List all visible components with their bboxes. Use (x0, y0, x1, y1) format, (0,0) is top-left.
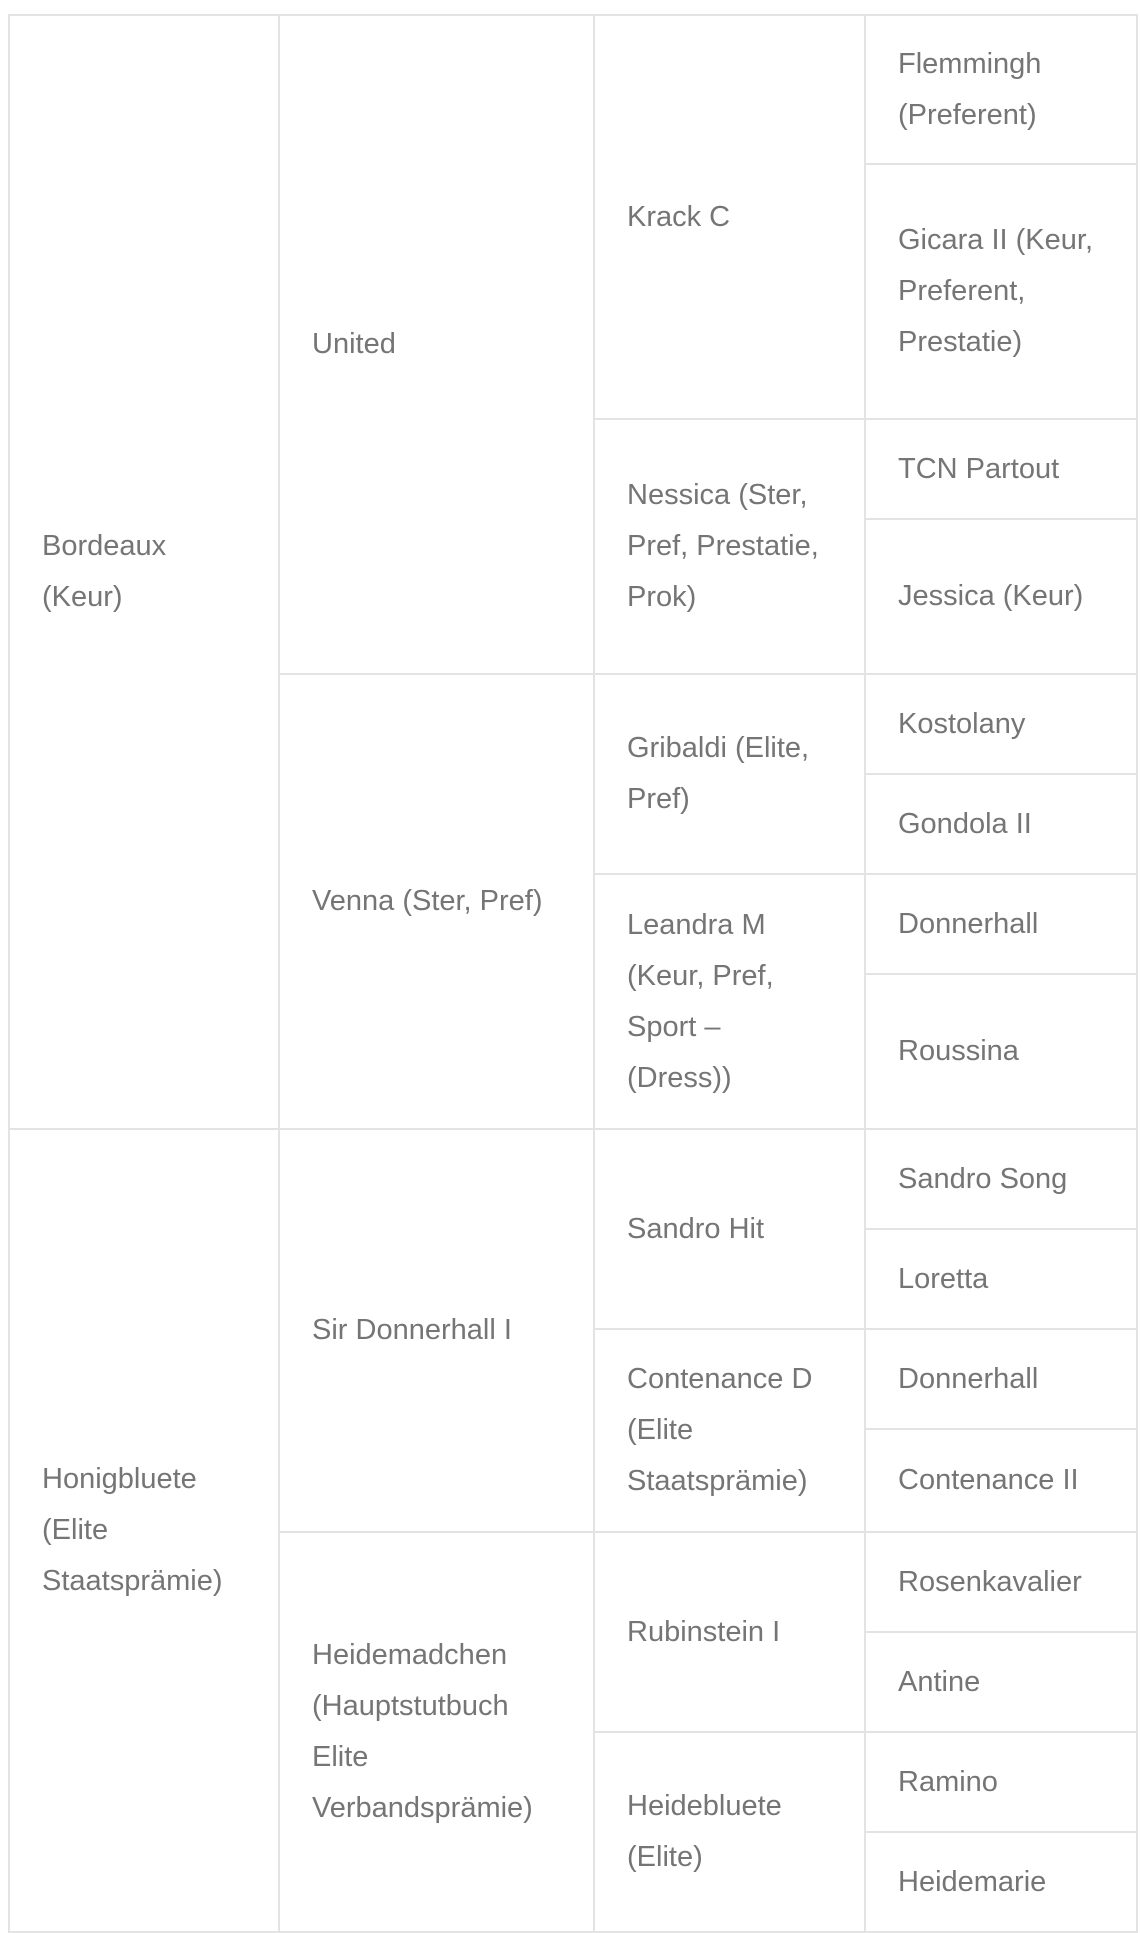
sire-sire-name: United (312, 328, 396, 360)
ancestor-name: Flemmingh (Preferent) (898, 47, 1042, 131)
sire-cell (9, 15, 279, 1129)
sire-dam-sire-cell (594, 674, 865, 874)
pedigree-table (8, 14, 1138, 1933)
sire-dam-dam-cell (594, 874, 865, 1129)
dam-dam-dam-cell (594, 1732, 865, 1932)
dam-name: Honigbluete (Elite Staatsprämie) (42, 1463, 223, 1597)
ancestor-name: Donnerhall (898, 1362, 1039, 1395)
ancestor-name: Kostolany (898, 707, 1026, 740)
ancestor-cell (865, 774, 1137, 874)
dam-sire-dam-name: Contenance D (Elite Staatsprämie) (627, 1363, 813, 1497)
ancestor-name: Antine (898, 1665, 981, 1698)
ancestor-cell (865, 1429, 1137, 1532)
ancestor-name: Loretta (898, 1262, 989, 1295)
ancestor-cell (865, 519, 1137, 674)
ancestor-cell (865, 15, 1137, 164)
ancestor-cell (865, 1832, 1137, 1932)
ancestor-cell (865, 974, 1137, 1129)
ancestor-name: Roussina (898, 1035, 1019, 1067)
dam-sire-cell (279, 1129, 594, 1532)
sire-sire-dam-cell (594, 419, 865, 674)
sire-dam-dam-name: Leandra M (Keur, Pref, Sport – (Dress)) (627, 908, 774, 1094)
ancestor-name: Rosenkavalier (898, 1565, 1082, 1598)
ancestor-cell (865, 1129, 1137, 1229)
sire-dam-name: Venna (Ster, Pref) (312, 885, 543, 917)
ancestor-name: TCN Partout (898, 452, 1060, 485)
sire-dam-cell (279, 674, 594, 1129)
dam-sire-name: Sir Donnerhall I (312, 1314, 512, 1346)
sire-sire-cell (279, 15, 594, 674)
ancestor-cell (865, 419, 1137, 519)
sire-sire-sire-name: Krack C (627, 200, 731, 233)
ancestor-name: Ramino (898, 1765, 998, 1798)
ancestor-cell (865, 1532, 1137, 1632)
ancestor-name: Jessica (Keur) (898, 580, 1084, 612)
ancestor-name: Contenance II (898, 1464, 1079, 1496)
ancestor-name: Sandro Song (898, 1162, 1068, 1195)
ancestor-cell (865, 874, 1137, 974)
sire-dam-sire-name: Gribaldi (Elite, Pref) (627, 732, 810, 815)
ancestor-cell (865, 1632, 1137, 1732)
ancestor-name: Heidemarie (898, 1865, 1047, 1898)
ancestor-name: Gondola II (898, 807, 1032, 840)
ancestor-cell (865, 1329, 1137, 1429)
dam-dam-sire-name: Rubinstein I (627, 1615, 781, 1648)
ancestor-name: Donnerhall (898, 907, 1039, 940)
ancestor-cell (865, 1732, 1137, 1832)
sire-name: Bordeaux (Keur) (42, 530, 167, 613)
sire-sire-sire-cell (594, 15, 865, 419)
ancestor-cell (865, 164, 1137, 419)
dam-dam-name: Heidemadchen (Hauptstutbuch Elite Verbandsprämie) (312, 1639, 533, 1824)
dam-sire-sire-cell (594, 1129, 865, 1329)
ancestor-name: Gicara II (Keur, Preferent, Prestatie) (898, 224, 1094, 358)
sire-sire-dam-name: Nessica (Ster, Pref, Prestatie, Prok) (627, 479, 819, 613)
dam-dam-cell (279, 1532, 594, 1932)
dam-cell (9, 1129, 279, 1932)
ancestor-cell (865, 674, 1137, 774)
dam-sire-sire-name: Sandro Hit (627, 1212, 765, 1245)
dam-dam-sire-cell (594, 1532, 865, 1732)
dam-sire-dam-cell (594, 1329, 865, 1532)
ancestor-cell (865, 1229, 1137, 1329)
dam-dam-dam-name: Heidebluete (Elite) (627, 1790, 782, 1873)
